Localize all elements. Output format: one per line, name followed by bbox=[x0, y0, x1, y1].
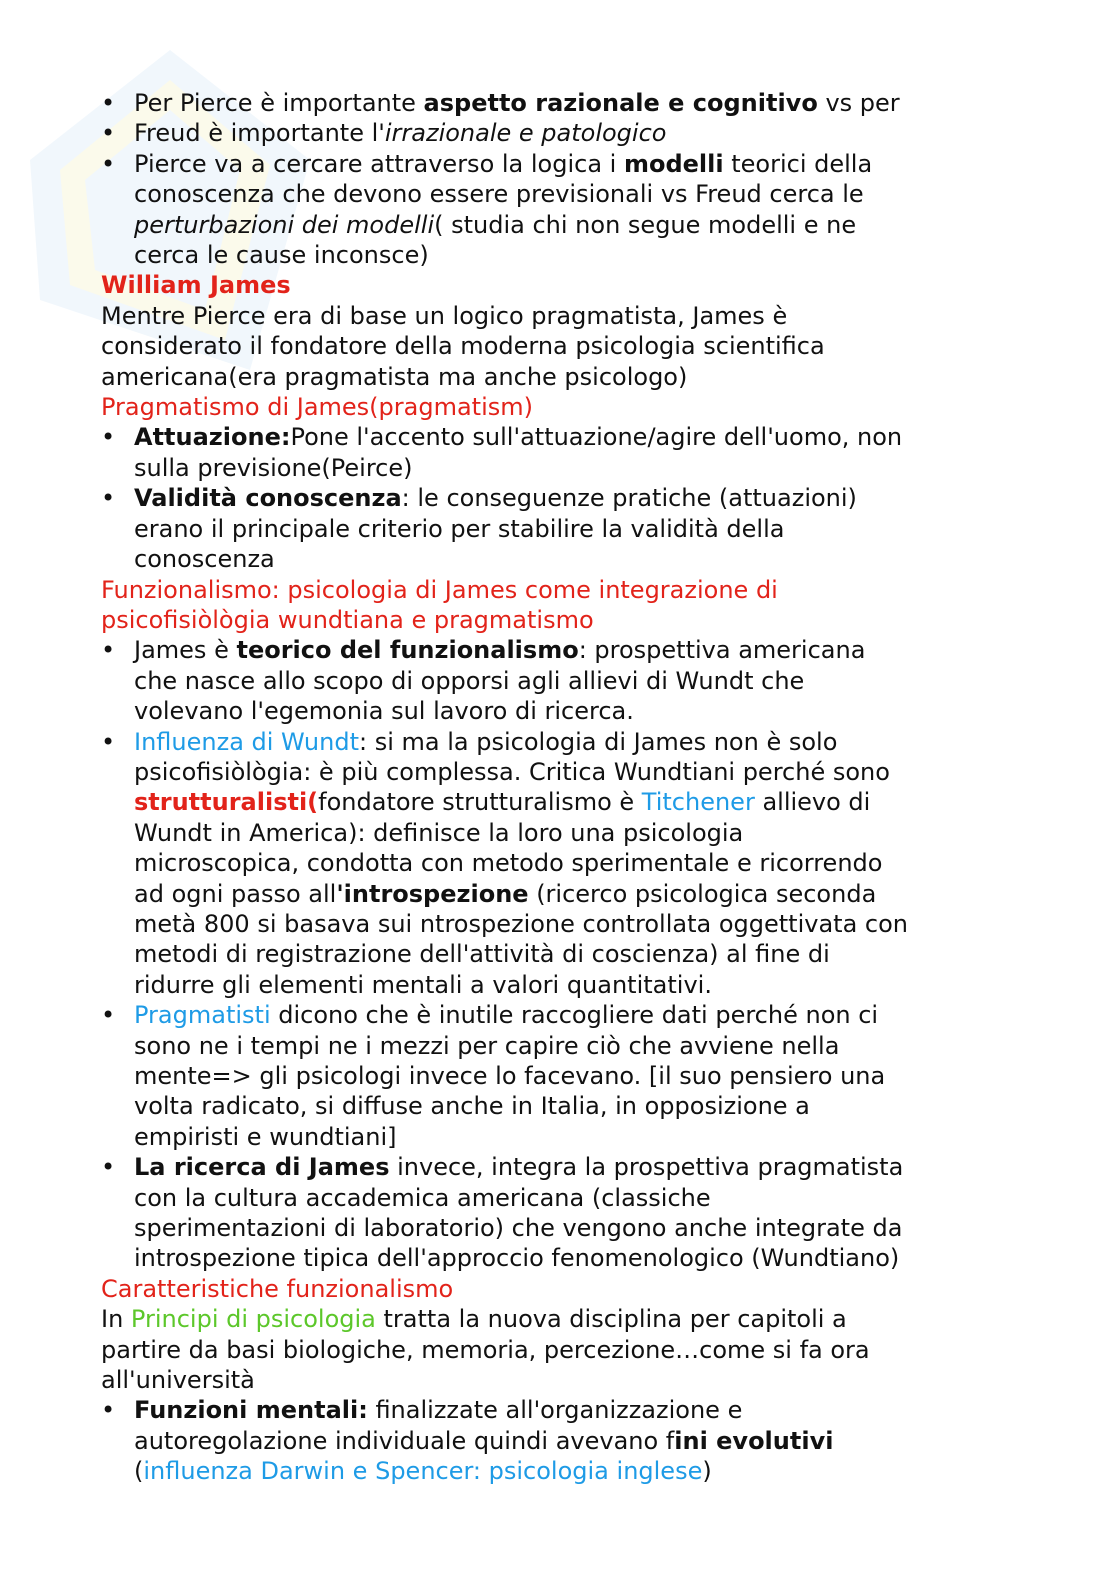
paragraph-line: partire da basi biologiche, memoria, percezione…come si fa ora bbox=[101, 1335, 870, 1364]
list-item-continuation: metodi di registrazione dell'attività di coscienza) al fine di bbox=[134, 940, 830, 969]
list-item: • Attuazione:Pone l'accento sull'attuazione/agire dell'uomo, non bbox=[101, 422, 991, 452]
section-heading-pragmatismo: Pragmatismo di James(pragmatism) bbox=[101, 393, 533, 422]
list-item-continuation: strutturalisti(fondatore strutturalismo è Titchener allievo di bbox=[134, 788, 871, 817]
list-item-continuation: conoscenza bbox=[134, 545, 275, 574]
list-item-continuation: microscopica, condotta con metodo sperimentale e ricorrendo bbox=[134, 849, 883, 878]
list-item-continuation: psicofisiòlògia: è più complessa. Critica Wundtiani perché sono bbox=[134, 757, 890, 786]
list-item-continuation: perturbazioni dei modelli( studia chi non segue modelli e ne bbox=[134, 210, 857, 239]
list-item-continuation: sulla previsione(Peirce) bbox=[134, 453, 413, 482]
list-item-continuation: conoscenza che devono essere previsionali vs Freud cerca le bbox=[134, 180, 864, 209]
list-item: • Pierce va a cercare attraverso la logica i modelli teorici della bbox=[101, 149, 991, 179]
list-item-continuation: • Freud è importante l'irrazionale e patologico bbox=[101, 118, 991, 148]
list-item-continuation: volevano l'egemonia sul lavoro di ricerca. bbox=[134, 697, 634, 726]
list-item: • Influenza di Wundt: si ma la psicologia di James non è solo bbox=[101, 727, 991, 757]
document-body bbox=[101, 88, 991, 1487]
list-item-continuation: volta radicato, si diffuse anche in Italia, in opposizione a bbox=[134, 1092, 810, 1121]
list-item-continuation: mente=> gli psicologi invece lo facevano. [il suo pensiero una bbox=[134, 1062, 886, 1090]
list-item-continuation: erano il principale criterio per stabilire la validità della bbox=[134, 514, 785, 543]
paragraph-line: Mentre Pierce era di base un logico pragmatista, James è bbox=[101, 301, 788, 330]
list-item-continuation: metà 800 si basava sui ntrospezione controllata oggettivata con bbox=[134, 909, 908, 938]
list-item: • Funzioni mentali: finalizzate all'organizzazione e bbox=[101, 1395, 991, 1425]
list-item-continuation: Wundt in America): definisce la loro una psicologia bbox=[134, 818, 744, 847]
paragraph-line: In Principi di psicologia tratta la nuova disciplina per capitoli a bbox=[101, 1305, 847, 1334]
list-item-continuation: autoregolazione individuale quindi avevano fini evolutivi bbox=[134, 1426, 834, 1455]
list-item-continuation: empiristi e wundtiani] bbox=[134, 1122, 397, 1151]
section-heading-funzionalismo: Funzionalismo: psicologia di James come integrazione di bbox=[101, 575, 778, 604]
list-item-continuation: (influenza Darwin e Spencer: psicologia inglese) bbox=[134, 1457, 712, 1486]
paragraph-line: americana(era pragmatista ma anche psicologo) bbox=[101, 362, 688, 391]
list-item-continuation: ad ogni passo all'introspezione (ricerco psicologica seconda bbox=[134, 879, 877, 908]
list-item: • Pragmatisti dicono che è inutile raccogliere dati perché non ci bbox=[101, 1000, 991, 1030]
section-heading-caratteristiche: Caratteristiche funzionalismo bbox=[101, 1274, 454, 1303]
list-item-continuation: sono ne i tempi ne i mezzi per capire ciò che avviene nella bbox=[134, 1031, 840, 1060]
list-item-continuation: introspezione tipica dell'approccio fenomenologico (Wundtiano) bbox=[134, 1244, 900, 1273]
list-item: • Per Pierce è importante aspetto razionale e cognitivo vs per bbox=[101, 88, 991, 118]
list-item-continuation: sperimentazioni di laboratorio) che vengono anche integrate da bbox=[134, 1214, 903, 1243]
list-item: • La ricerca di James invece, integra la prospettiva pragmatista bbox=[101, 1152, 991, 1182]
paragraph-line: considerato il fondatore della moderna psicologia scientifica bbox=[101, 332, 825, 361]
list-item: • James è teorico del funzionalismo: prospettiva americana bbox=[101, 635, 991, 665]
paragraph-line: all'università bbox=[101, 1366, 255, 1395]
list-item: • Validità conoscenza: le conseguenze pratiche (attuazioni) bbox=[101, 483, 991, 513]
list-item-continuation: ridurre gli elementi mentali a valori quantitativi. bbox=[134, 970, 712, 999]
section-heading-william-james: William James bbox=[101, 271, 291, 300]
list-item-continuation: cerca le cause inconsce) bbox=[134, 241, 429, 270]
section-heading-funzionalismo-cont: psicofisiòlògia wundtiana e pragmatismo bbox=[101, 605, 594, 634]
list-item-continuation: che nasce allo scopo di opporsi agli allievi di Wundt che bbox=[134, 666, 805, 695]
list-item-continuation: con la cultura accademica americana (classiche bbox=[134, 1183, 711, 1212]
